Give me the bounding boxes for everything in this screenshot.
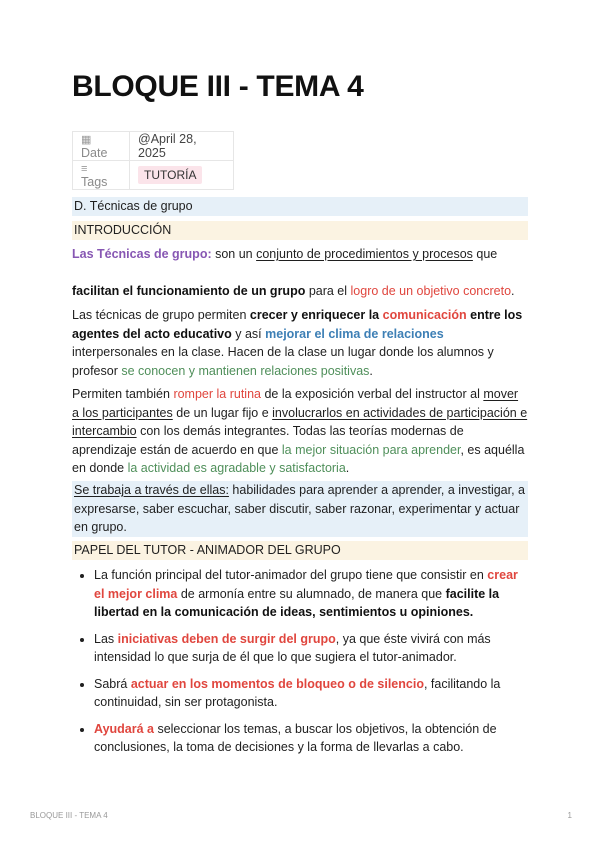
intro-paragraph-1: [72, 245, 528, 264]
tags-value[interactable]: [130, 161, 234, 190]
list-item: [94, 720, 528, 757]
text: Las técnicas de grupo permiten: [72, 308, 250, 322]
text: , facilitando la continuidad, sin ser protagonista.: [94, 676, 501, 709]
underlined-phrase: Se trabaja a través de ellas:: [74, 483, 229, 497]
text: de un lugar fijo e: [172, 405, 273, 420]
tags-label: Tags: [81, 175, 108, 189]
intro-paragraph-3: [72, 306, 528, 380]
list-icon: ≡: [81, 163, 88, 175]
underlined-phrase: involucrarlos en actividades de participación e intercambio: [72, 405, 528, 438]
property-key-date: [73, 132, 130, 161]
property-key-tags: [73, 161, 130, 190]
page-title: BLOQUE III - TEMA 4: [72, 70, 364, 103]
bold-phrase: facilite la libertad en la comunicación de ideas, sentimientos u opiniones.: [94, 586, 500, 619]
text: seleccionar los temas, a buscar los objetivos, la obtención de conclusiones, la toma de decisiones y la forma de llevarlas a cabo.: [94, 721, 497, 754]
text: Sabrá: [94, 676, 131, 691]
text: con los demás integrantes. Todas las teorías modernas de aprendizaje están de acuerdo en que: [72, 424, 464, 457]
text: .: [369, 363, 373, 378]
bold-phrase: entre los agentes del acto educativo: [72, 308, 523, 341]
term-tecnicas: Las Técnicas de grupo:: [72, 247, 212, 261]
text: que: [472, 247, 498, 261]
text: .: [511, 284, 515, 298]
text: y así: [231, 326, 266, 341]
intro-paragraph-4: [72, 385, 528, 478]
red-bold-phrase: actuar en los momentos de bloqueo o de silencio: [130, 676, 424, 691]
intro-paragraph-2: [72, 282, 528, 301]
text: interpersonales en la clase. Hacen de la clase un lugar donde los alumnos y profesor: [72, 345, 494, 378]
date-label: Date: [81, 146, 108, 160]
bold-phrase: facilitan el funcionamiento de un grupo: [72, 284, 306, 298]
bold-phrase: crecer y enriquecer la: [249, 308, 383, 322]
text: de armonía entre su alumnado, de manera que: [177, 586, 446, 601]
intro-paragraph-5: [72, 481, 528, 537]
section-d-heading: D. Técnicas de grupo: [74, 199, 193, 213]
red-bold-phrase: comunicación: [382, 308, 467, 322]
list-item: [94, 675, 528, 712]
text: La función principal del tutor-animador del grupo tiene que consistir en: [94, 568, 488, 582]
property-row-tags: [73, 161, 234, 190]
text: habilidades para aprender a aprender, a investigar, a expresarse, saber escuchar, saber discutir, saber razonar, experimentar y actuar en grupo.: [74, 483, 525, 534]
page-number: 1: [567, 811, 572, 820]
tutor-heading: PAPEL DEL TUTOR - ANIMADOR DEL GRUPO: [74, 543, 341, 557]
list-item: [94, 566, 528, 622]
text: son un: [211, 247, 257, 261]
red-phrase: romper la rutina: [173, 387, 261, 401]
text: .: [345, 461, 350, 475]
footer-title: BLOQUE III - TEMA 4: [30, 811, 108, 820]
date-value[interactable]: @April 28, 2025: [130, 132, 234, 161]
text: , es aquélla en donde: [72, 442, 525, 475]
red-bold-phrase: crear el mejor clima: [94, 568, 518, 601]
text: Permiten también: [72, 387, 174, 401]
underlined-phrase: mover a los participantes: [72, 387, 519, 420]
text: de la exposición verbal del instructor al: [260, 387, 484, 401]
property-row-date: [73, 132, 234, 161]
underlined-phrase: conjunto de procedimientos y procesos: [256, 247, 473, 261]
text: Las: [94, 631, 118, 646]
calendar-icon: ▦: [81, 134, 92, 146]
list-item: [94, 630, 528, 667]
green-phrase: se conocen y mantienen relaciones positivas: [121, 363, 370, 378]
green-phrase: la mejor situación para aprender: [281, 442, 461, 457]
text: , ya que éste vivirá con más intensidad lo que surja de él que lo que sugiera el tutor-animador.: [94, 631, 491, 664]
tutor-bullet-list: [72, 566, 528, 765]
blue-bold-phrase: mejorar el clima de relaciones: [265, 326, 444, 341]
properties-table: [72, 131, 234, 190]
intro-heading: INTRODUCCIÓN: [74, 223, 172, 237]
tag-badge[interactable]: TUTORÍA: [138, 166, 202, 184]
green-phrase: la actividad es agradable y satisfactoria: [127, 461, 346, 475]
red-bold-phrase: Ayudará a: [94, 721, 154, 736]
text: para el: [305, 284, 351, 298]
red-phrase: logro de un objetivo concreto: [350, 284, 512, 298]
red-bold-phrase: iniciativas deben de surgir del grupo: [117, 631, 336, 646]
